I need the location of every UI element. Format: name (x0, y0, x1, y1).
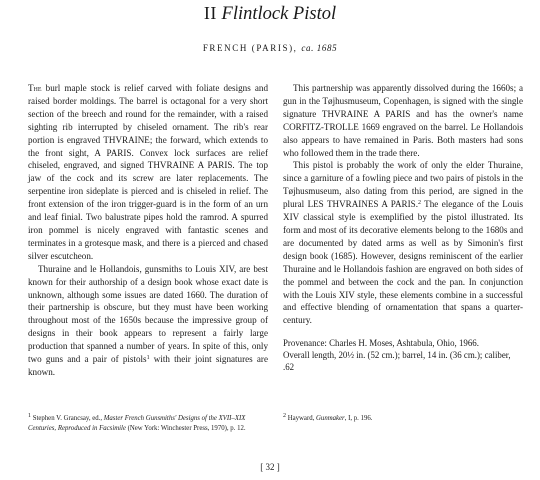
right-column (283, 82, 523, 327)
left-column (28, 82, 268, 379)
paragraph-text: This pistol is probably the work of only the elder Thuraine, since a garniture of a fowling piece and two pairs of pistols in the Tøjhusmuseum, also dating from this period, are signed in the plural LES THVRAINES A PARIS. (283, 160, 523, 210)
provenance-line: Provenance: Charles H. Moses, Ashtabula, Ohio, 1966. (283, 338, 479, 348)
footnote-1 (28, 414, 268, 433)
paragraph (283, 82, 523, 159)
footnote-text: Stephen V. Grancsay, ed., (31, 415, 104, 422)
footnote-reference: 1 (146, 355, 150, 362)
page-number: [ 32 ] (260, 462, 280, 472)
paragraph-text: burl maple stock is relief carved with foliate designs and raised border moldings. The barrel is octagonal for a very short section of the breech and round for the remainder, with a raised sighting rib interrupted by chiseled ornament. The rib's rear portion is engraved THVRAINE; the forward, which extends to the front sight, A PARIS. Convex lock surfaces are relief chiseled, engraved, and signed THVRAINE A PARIS. The top jaw of the cock and its screw are later replacements. The serpentine iron sideplate is pierced and is chiseled in relief. The front extension of the iron trigger-guard is in the form of an urn and leaf finial. Two balustrate pipes hold the ramrod. A spurred iron pommel is nicely engraved with fantastic scenes and terminates in a grotesque mask, and there is a pierced and chased silver escutcheon. (28, 83, 268, 261)
provenance-block (283, 337, 523, 374)
paragraph-lead-word: The (28, 83, 42, 93)
footnote-text: Hayward, (286, 415, 317, 422)
footnote-reference: 2 (417, 200, 421, 207)
paragraph (28, 263, 268, 379)
subtitle-date: ca. 1685 (301, 43, 338, 53)
subtitle-origin: FRENCH (PARIS), (202, 43, 298, 53)
dimensions-line: Overall length, 20½ in. (52 cm.); barrel, 14 in. (36 cm.); caliber, .62 (283, 350, 511, 373)
catalog-number: II (203, 3, 217, 23)
page-title (0, 2, 540, 25)
footnote-text-tail: , I, p. 196. (344, 415, 373, 422)
footnote-text-tail: (New York: Winchester Press, 1970), p. 12. (125, 424, 246, 432)
page-subtitle (0, 42, 540, 54)
paragraph-text: Thuraine and le Hollandois, gunsmiths to Louis XIV, are best known for their authorship of a design book whose exact date is unknown, although some issues are dated 1660. The duration of their partnership is obscure, but they must have been working throughout most of the 1650s because the impressive group of designs in their book appears to represent a fairly large production that spanned a number of years. In spite of this, only two guns and a pair of pistols (28, 263, 268, 365)
object-title: Flintlock Pistol (221, 4, 337, 24)
paragraph (28, 82, 268, 263)
paragraph-text: This partnership was apparently dissolved during the 1660s; a gun in the Tøjhusmuseum, Copenhagen, is signed with the single signature THVRAINE A PARIS and has the owner's name CORFITZ-TROLLE 1669 engraved on the barrel. Le Hollandois also appears to have remained in Paris. Both masters had sons who followed them in the trade there. (283, 83, 523, 158)
paragraph-text-tail: with their joint signatures are known. (28, 354, 268, 377)
footnote-2 (283, 414, 523, 424)
footnote-book-title: Gunmaker (316, 415, 345, 422)
footnote-book-title: Master French Gunsmiths' Designs of the XVII–XIX Centuries, Reproduced in Facsimile (28, 415, 246, 432)
footnote-number: 2 (283, 413, 286, 419)
paragraph (283, 159, 523, 327)
footnote-number: 1 (28, 413, 31, 419)
paragraph-text-tail: The elegance of the Louis XIV classical style is exemplified by the pistol illustrated. Its form and most of its decorative elements belong to the 1680s and are documented by dated arms as well as by Simonin's first design book (1685). However, designs reminiscent of the earlier Thuraine and le Hollandois fashion are engraved on both sides of the pommel and between the cock and the pan. In conjunction with the Louis XIV style, these elements combine in a successful and effective blending of ornamentation that spans a quarter-century. (283, 199, 523, 326)
